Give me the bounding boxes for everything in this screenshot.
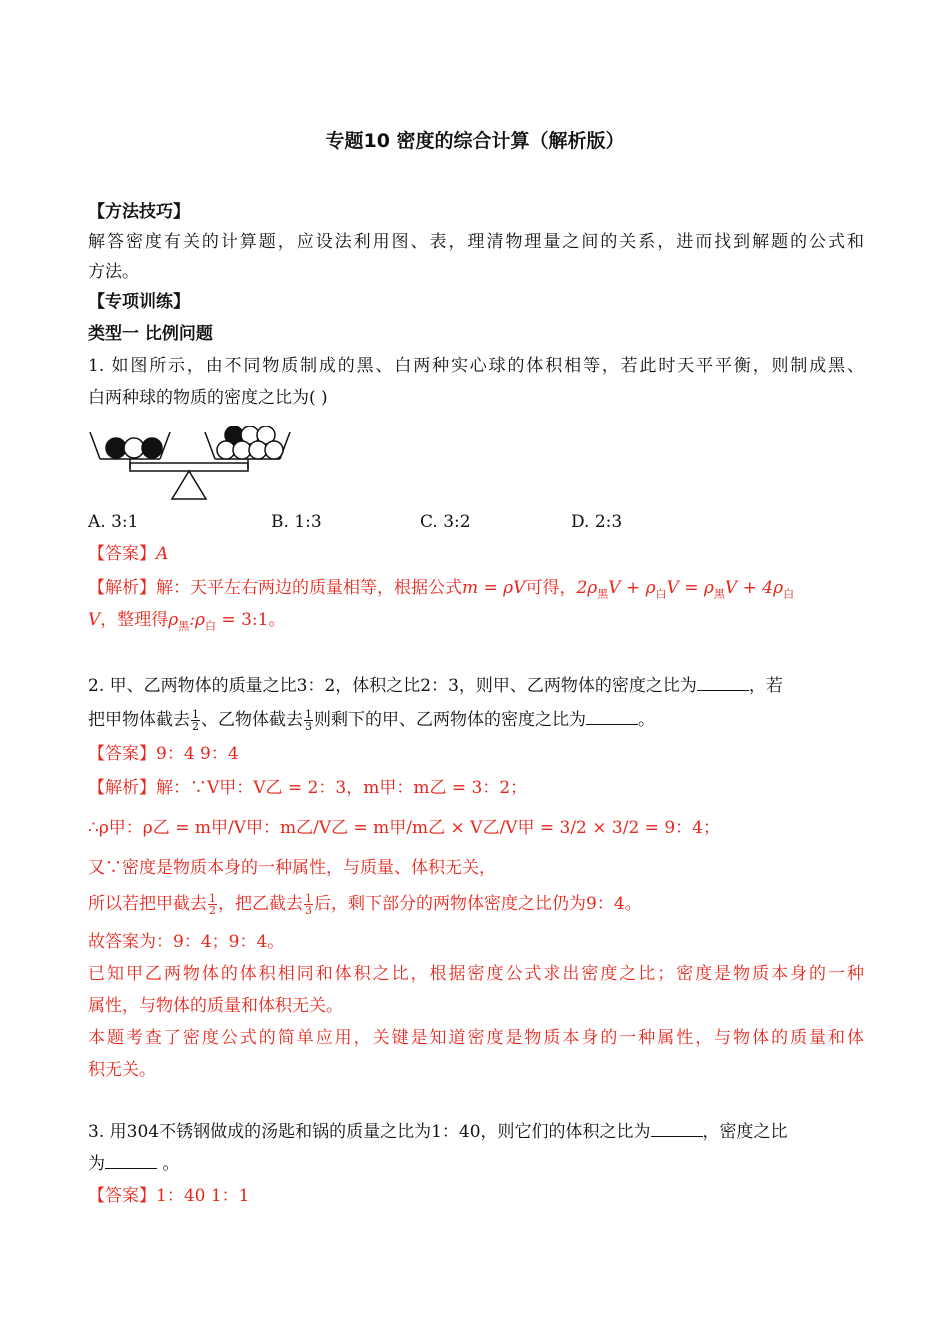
q1-option-b: B. 1:3	[271, 512, 322, 532]
q2-analysis-line2: ∴ρ甲：ρ乙 = m甲/V甲：m乙/V乙 = m甲/m乙 × V乙/V甲 = 3/2 × 3/2 = 9：4；	[88, 818, 720, 838]
analysis-text: 所以若把甲截去	[88, 894, 207, 914]
volume-ratio: 2：3	[420, 676, 459, 696]
answer-blank	[697, 674, 749, 691]
q2-analysis-line9: 积无关。	[88, 1060, 156, 1080]
analysis-text: 后，剩下部分的两物体密度之比仍为	[314, 894, 586, 914]
punctuation: 。	[157, 1154, 180, 1174]
subscript-black: 黑	[178, 619, 190, 633]
answer-blank	[586, 708, 638, 725]
question-text: ，体积之比	[335, 676, 421, 696]
analysis-label: 【解析】	[88, 778, 156, 798]
type1-heading: 类型一 比例问题	[88, 324, 213, 344]
left-pan-side	[90, 432, 100, 459]
subscript-white: 白	[655, 587, 667, 601]
fulcrum-triangle	[172, 471, 206, 499]
analysis-text: 可得，	[525, 578, 577, 598]
q1-answer	[88, 542, 864, 566]
q2-analysis-line7: 属性，与物体的质量和体积无关。	[88, 996, 343, 1016]
q2-analysis-line8: 本题考查了密度公式的简单应用，关键是知道密度是物质本身的一种属性，与物体的质量和体	[88, 1028, 864, 1048]
q3-answer	[88, 1184, 864, 1208]
answer-label: 【答案】	[88, 744, 156, 764]
fraction-denominator: 3	[305, 904, 312, 917]
fraction-numerator: 1	[192, 708, 199, 721]
rho-symbol: ρ	[168, 610, 179, 630]
analysis-text: ，整理得	[100, 610, 169, 630]
q2-analysis-line1	[88, 776, 864, 800]
answer-blank	[651, 1120, 703, 1137]
q2-analysis-line5: 故答案为：9：4；9：4。	[88, 932, 285, 952]
q1-option-a: A. 3:1	[88, 512, 139, 532]
black-ball	[106, 438, 126, 458]
subscript-white: 白	[205, 619, 217, 633]
training-heading: 【专项训练】	[88, 292, 190, 312]
fraction-numerator: 1	[305, 708, 312, 721]
fraction-third	[304, 709, 313, 732]
analysis-text: 解：天平左右两边的质量相等，根据公式	[156, 578, 462, 598]
method-text-line1: 解答密度有关的计算题，应设法利用图、表，理清物理量之间的关系，进而找到解题的公式和	[88, 232, 864, 252]
question-text: ，密度之比	[702, 1122, 788, 1142]
fraction-numerator: 1	[209, 892, 216, 905]
q1-analysis-line2	[88, 608, 864, 638]
q2-analysis-line3: 又∵密度是物质本身的一种属性，与质量、体积无关，	[88, 858, 496, 878]
answer-label: 【答案】	[88, 544, 156, 564]
question-text: 则剩下的甲、乙两物体的密度之比为	[314, 710, 586, 730]
steel-grade: 304	[126, 1122, 160, 1142]
white-ball	[265, 441, 283, 459]
black-ball	[142, 438, 162, 458]
ratio-value: 9：4	[586, 894, 625, 914]
equation-part: V = ρ	[666, 578, 714, 598]
question-text: 把甲物体截去	[88, 710, 190, 730]
fraction-half	[191, 709, 200, 732]
balance-figure	[88, 426, 300, 504]
analysis-label: 【解析】	[88, 578, 156, 598]
fraction-numerator: 1	[305, 892, 312, 905]
question-text: 、乙物体截去	[201, 710, 303, 730]
mass-ratio: 1：40	[431, 1122, 481, 1142]
answer-value: 9：4 9：4	[156, 744, 239, 764]
question-text: 2. 甲、乙两物体的质量之比	[88, 676, 297, 696]
page-title: 专题10 密度的综合计算（解析版）	[325, 130, 625, 152]
question-text: 为	[88, 1154, 105, 1174]
question-text: 不锈钢做成的汤匙和锅的质量之比为	[159, 1122, 432, 1142]
q3-text-line1	[88, 1120, 864, 1144]
q1-text-line2: 白两种球的物质的密度之比为( )	[88, 388, 328, 408]
equation-part: V	[88, 610, 101, 630]
subscript-white: 白	[783, 587, 795, 601]
q1-option-c: C. 3:2	[420, 512, 471, 532]
q2-analysis-line6: 已知甲乙两物体的体积相同和体积之比，根据密度公式求出密度之比；密度是物质本身的一种	[88, 964, 864, 984]
question-text: ，若	[748, 676, 783, 696]
fraction-denominator: 2	[209, 904, 216, 917]
q3-text-line2	[88, 1152, 864, 1176]
mass-ratio: 3：2	[296, 676, 336, 696]
equation-part: V + 4ρ	[724, 578, 784, 598]
q1-text-line1: 1. 如图所示，由不同物质制成的黑、白两种实心球的体积相等，若此时天平平衡，则制成黑、	[88, 356, 864, 376]
subscript-black: 黑	[713, 587, 725, 601]
q2-text-line1	[88, 674, 864, 698]
fraction-denominator: 3	[305, 720, 312, 733]
question-text: ，则它们的体积之比为	[480, 1122, 651, 1142]
answer-value: 1：40 1：1	[156, 1186, 250, 1206]
q2-text-line2	[88, 708, 864, 732]
punctuation: 。	[624, 894, 642, 914]
q2-answer	[88, 742, 864, 766]
question-text: ，则甲、乙两物体的密度之比为	[458, 676, 697, 696]
fraction-denominator: 2	[192, 720, 199, 733]
analysis-text: 解：∵V甲：V乙 = 2：3，m甲：m乙 = 3：2；	[156, 778, 528, 798]
equation-part: 2ρ	[576, 578, 598, 598]
question-text: 3. 用	[88, 1122, 127, 1142]
answer-label: 【答案】	[88, 1186, 156, 1206]
density-formula: m = ρV	[462, 578, 526, 598]
fraction-half	[208, 893, 217, 916]
answer-blank	[105, 1152, 157, 1169]
fraction-third	[304, 893, 313, 916]
q2-analysis-line4	[88, 892, 864, 916]
ratio-value: = 3:1	[216, 610, 269, 630]
equation-part: :ρ	[189, 610, 206, 630]
white-ball	[124, 438, 144, 458]
subscript-black: 黑	[597, 587, 609, 601]
punctuation: 。	[638, 710, 655, 730]
analysis-text: ，把乙截去	[218, 894, 303, 914]
right-pan-side	[205, 432, 215, 459]
q1-option-d: D. 2:3	[571, 512, 623, 532]
method-text-line2: 方法。	[88, 262, 139, 282]
q1-analysis-line1	[88, 576, 864, 606]
method-heading: 【方法技巧】	[88, 202, 190, 222]
answer-value: A	[156, 544, 169, 564]
equation-part: V + ρ	[608, 578, 656, 598]
punctuation: 。	[268, 610, 286, 630]
